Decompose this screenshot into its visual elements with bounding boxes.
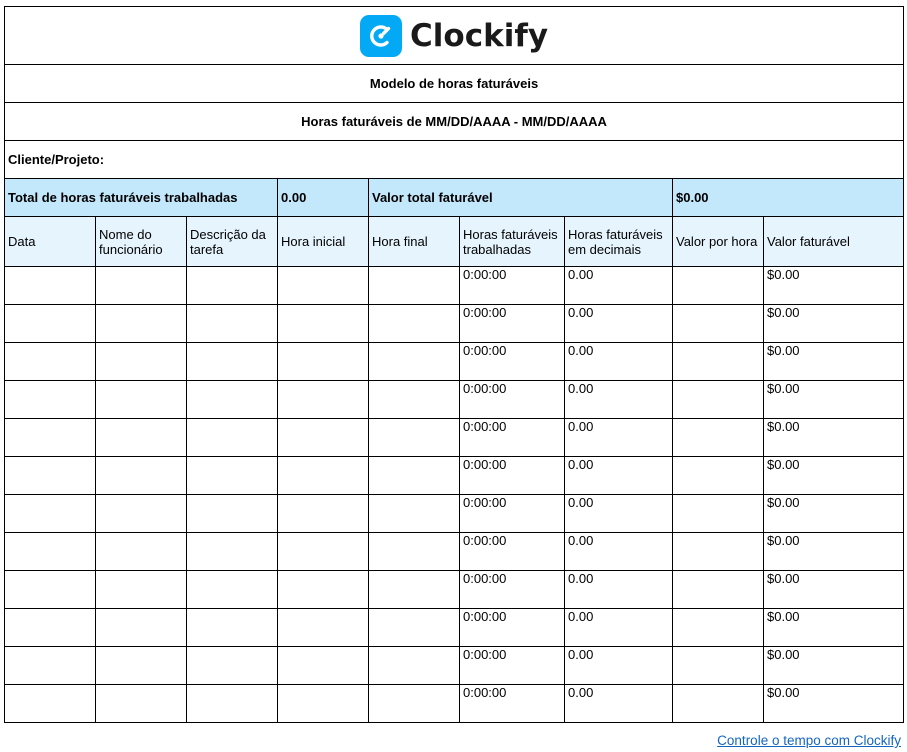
hours-cell[interactable]: 0:00:00 bbox=[460, 609, 565, 647]
start-time-cell[interactable] bbox=[278, 685, 369, 723]
hourly-rate-cell[interactable] bbox=[673, 685, 764, 723]
hourly-rate-cell[interactable] bbox=[673, 457, 764, 495]
decimal-hours-cell[interactable]: 0.00 bbox=[565, 609, 673, 647]
date-cell[interactable] bbox=[5, 647, 96, 685]
hours-cell[interactable]: 0:00:00 bbox=[460, 685, 565, 723]
decimal-hours-cell[interactable]: 0.00 bbox=[565, 381, 673, 419]
hourly-rate-cell[interactable] bbox=[673, 343, 764, 381]
task-cell[interactable] bbox=[187, 457, 278, 495]
task-cell[interactable] bbox=[187, 685, 278, 723]
column-header: Valor por hora bbox=[673, 217, 764, 267]
amount-cell[interactable]: $0.00 bbox=[764, 533, 904, 571]
table-row bbox=[5, 609, 904, 647]
employee-cell[interactable] bbox=[96, 609, 187, 647]
amount-cell[interactable]: $0.00 bbox=[764, 343, 904, 381]
end-time-cell[interactable] bbox=[369, 495, 460, 533]
brand-name: Clockify bbox=[410, 17, 549, 54]
hourly-rate-cell[interactable] bbox=[673, 495, 764, 533]
column-header-row bbox=[5, 217, 904, 267]
employee-cell[interactable] bbox=[96, 419, 187, 457]
clockify-logo bbox=[360, 15, 548, 57]
start-time-cell[interactable] bbox=[278, 647, 369, 685]
date-cell[interactable] bbox=[5, 343, 96, 381]
decimal-hours-cell[interactable]: 0.00 bbox=[565, 647, 673, 685]
employee-cell[interactable] bbox=[96, 343, 187, 381]
column-header: Hora inicial bbox=[278, 217, 369, 267]
start-time-cell[interactable] bbox=[278, 305, 369, 343]
end-time-cell[interactable] bbox=[369, 343, 460, 381]
table-row bbox=[5, 685, 904, 723]
end-time-cell[interactable] bbox=[369, 267, 460, 305]
employee-cell[interactable] bbox=[96, 647, 187, 685]
decimal-hours-cell[interactable]: 0.00 bbox=[565, 495, 673, 533]
start-time-cell[interactable] bbox=[278, 419, 369, 457]
table-row bbox=[5, 305, 904, 343]
amount-cell[interactable]: $0.00 bbox=[764, 571, 904, 609]
employee-cell[interactable] bbox=[96, 457, 187, 495]
decimal-hours-cell[interactable]: 0.00 bbox=[565, 571, 673, 609]
hours-cell[interactable]: 0:00:00 bbox=[460, 533, 565, 571]
end-time-cell[interactable] bbox=[369, 685, 460, 723]
date-cell[interactable] bbox=[5, 609, 96, 647]
column-header: Valor faturável bbox=[764, 217, 904, 267]
end-time-cell[interactable] bbox=[369, 419, 460, 457]
total-hours-value: 0.00 bbox=[278, 179, 369, 217]
employee-cell[interactable] bbox=[96, 381, 187, 419]
table-row bbox=[5, 647, 904, 685]
decimal-hours-cell[interactable]: 0.00 bbox=[565, 457, 673, 495]
hourly-rate-cell[interactable] bbox=[673, 419, 764, 457]
amount-cell[interactable]: $0.00 bbox=[764, 609, 904, 647]
table-row bbox=[5, 343, 904, 381]
date-cell[interactable] bbox=[5, 495, 96, 533]
task-cell[interactable] bbox=[187, 609, 278, 647]
table-row bbox=[5, 381, 904, 419]
sheet-title: Modelo de horas faturáveis bbox=[5, 65, 904, 103]
employee-cell[interactable] bbox=[96, 571, 187, 609]
employee-cell[interactable] bbox=[96, 685, 187, 723]
end-time-cell[interactable] bbox=[369, 647, 460, 685]
end-time-cell[interactable] bbox=[369, 305, 460, 343]
hourly-rate-cell[interactable] bbox=[673, 609, 764, 647]
client-project-field[interactable]: Cliente/Projeto: bbox=[5, 141, 904, 179]
amount-cell[interactable]: $0.00 bbox=[764, 457, 904, 495]
column-header: Horas faturáveis em decimais bbox=[565, 217, 673, 267]
end-time-cell[interactable] bbox=[369, 533, 460, 571]
task-cell[interactable] bbox=[187, 533, 278, 571]
total-amount-value: $0.00 bbox=[673, 179, 904, 217]
date-cell[interactable] bbox=[5, 571, 96, 609]
hours-cell[interactable]: 0:00:00 bbox=[460, 457, 565, 495]
date-cell[interactable] bbox=[5, 685, 96, 723]
end-time-cell[interactable] bbox=[369, 571, 460, 609]
billable-hours-sheet bbox=[4, 6, 904, 723]
decimal-hours-cell[interactable]: 0.00 bbox=[565, 533, 673, 571]
logo-cell bbox=[5, 7, 904, 65]
column-header: Nome do funcionário bbox=[96, 217, 187, 267]
date-cell[interactable] bbox=[5, 381, 96, 419]
start-time-cell[interactable] bbox=[278, 533, 369, 571]
start-time-cell[interactable] bbox=[278, 571, 369, 609]
hours-cell[interactable]: 0:00:00 bbox=[460, 571, 565, 609]
amount-cell[interactable]: $0.00 bbox=[764, 305, 904, 343]
total-amount-label: Valor total faturável bbox=[369, 179, 673, 217]
task-cell[interactable] bbox=[187, 267, 278, 305]
hours-cell[interactable]: 0:00:00 bbox=[460, 419, 565, 457]
table-row bbox=[5, 533, 904, 571]
hourly-rate-cell[interactable] bbox=[673, 381, 764, 419]
end-time-cell[interactable] bbox=[369, 457, 460, 495]
date-cell[interactable] bbox=[5, 305, 96, 343]
start-time-cell[interactable] bbox=[278, 267, 369, 305]
start-time-cell[interactable] bbox=[278, 457, 369, 495]
hours-cell[interactable]: 0:00:00 bbox=[460, 495, 565, 533]
end-time-cell[interactable] bbox=[369, 381, 460, 419]
hours-cell[interactable]: 0:00:00 bbox=[460, 381, 565, 419]
table-row bbox=[5, 267, 904, 305]
amount-cell[interactable]: $0.00 bbox=[764, 647, 904, 685]
amount-cell[interactable]: $0.00 bbox=[764, 495, 904, 533]
employee-cell[interactable] bbox=[96, 495, 187, 533]
amount-cell[interactable]: $0.00 bbox=[764, 381, 904, 419]
hours-cell[interactable]: 0:00:00 bbox=[460, 647, 565, 685]
start-time-cell[interactable] bbox=[278, 609, 369, 647]
employee-cell[interactable] bbox=[96, 533, 187, 571]
column-header: Data bbox=[5, 217, 96, 267]
amount-cell[interactable]: $0.00 bbox=[764, 419, 904, 457]
table-row bbox=[5, 419, 904, 457]
start-time-cell[interactable] bbox=[278, 495, 369, 533]
hours-cell[interactable]: 0:00:00 bbox=[460, 305, 565, 343]
table-row bbox=[5, 457, 904, 495]
hourly-rate-cell[interactable] bbox=[673, 571, 764, 609]
date-cell[interactable] bbox=[5, 457, 96, 495]
table-row bbox=[5, 495, 904, 533]
column-header: Descrição da tarefa bbox=[187, 217, 278, 267]
task-cell[interactable] bbox=[187, 305, 278, 343]
column-header: Horas faturáveis trabalhadas bbox=[460, 217, 565, 267]
clockify-promo-link[interactable]: Controle o tempo com Clockify bbox=[717, 733, 901, 748]
end-time-cell[interactable] bbox=[369, 609, 460, 647]
task-cell[interactable] bbox=[187, 495, 278, 533]
amount-cell[interactable]: $0.00 bbox=[764, 267, 904, 305]
hourly-rate-cell[interactable] bbox=[673, 267, 764, 305]
task-cell[interactable] bbox=[187, 381, 278, 419]
decimal-hours-cell[interactable]: 0.00 bbox=[565, 419, 673, 457]
date-cell[interactable] bbox=[5, 267, 96, 305]
decimal-hours-cell[interactable]: 0.00 bbox=[565, 343, 673, 381]
date-cell[interactable] bbox=[5, 533, 96, 571]
column-header: Hora final bbox=[369, 217, 460, 267]
hours-cell[interactable]: 0:00:00 bbox=[460, 343, 565, 381]
hourly-rate-cell[interactable] bbox=[673, 533, 764, 571]
start-time-cell[interactable] bbox=[278, 381, 369, 419]
decimal-hours-cell[interactable]: 0.00 bbox=[565, 685, 673, 723]
hourly-rate-cell[interactable] bbox=[673, 305, 764, 343]
hourly-rate-cell[interactable] bbox=[673, 647, 764, 685]
task-cell[interactable] bbox=[187, 571, 278, 609]
decimal-hours-cell[interactable]: 0.00 bbox=[565, 267, 673, 305]
clockify-logo-icon bbox=[360, 15, 402, 57]
date-cell[interactable] bbox=[5, 419, 96, 457]
hours-cell[interactable]: 0:00:00 bbox=[460, 267, 565, 305]
employee-cell[interactable] bbox=[96, 305, 187, 343]
employee-cell[interactable] bbox=[96, 267, 187, 305]
task-cell[interactable] bbox=[187, 419, 278, 457]
task-cell[interactable] bbox=[187, 647, 278, 685]
table-row bbox=[5, 571, 904, 609]
decimal-hours-cell[interactable]: 0.00 bbox=[565, 305, 673, 343]
task-cell[interactable] bbox=[187, 343, 278, 381]
total-hours-label: Total de horas faturáveis trabalhadas bbox=[5, 179, 278, 217]
date-range-subtitle: Horas faturáveis de MM/DD/AAAA - MM/DD/AAAA bbox=[5, 103, 904, 141]
amount-cell[interactable]: $0.00 bbox=[764, 685, 904, 723]
start-time-cell[interactable] bbox=[278, 343, 369, 381]
